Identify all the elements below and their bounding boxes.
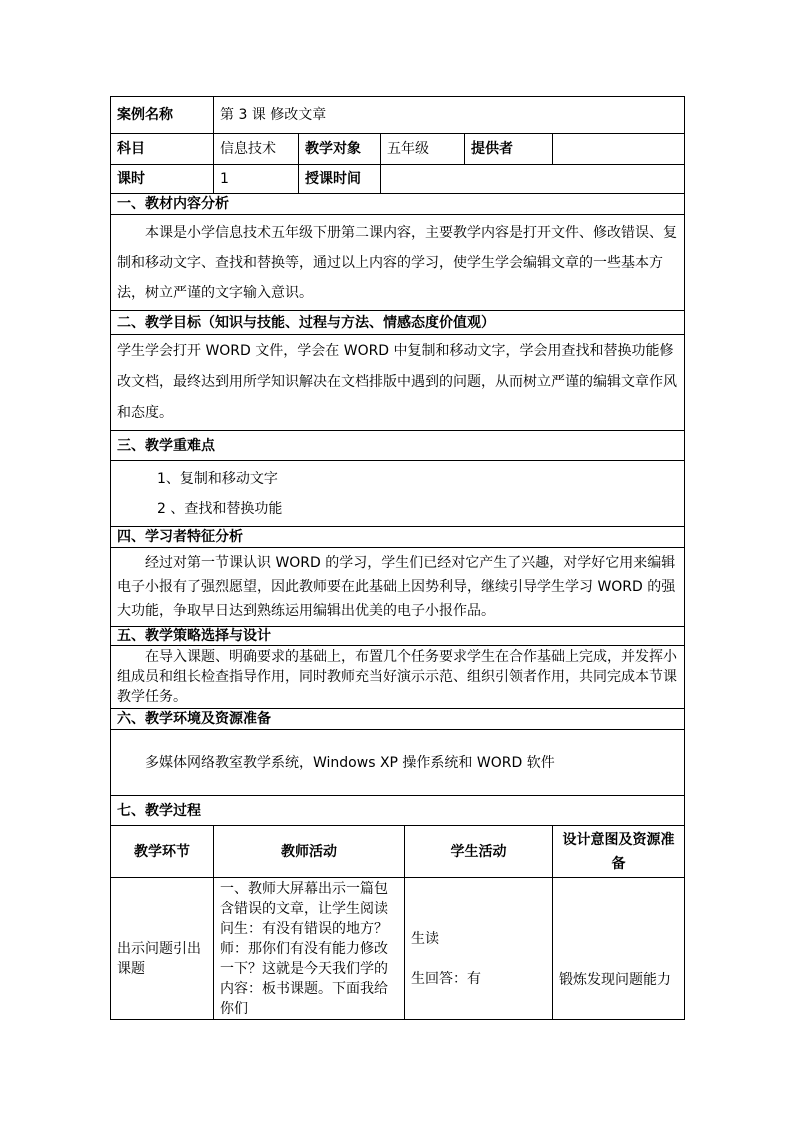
section-7-title: 七、教学过程	[111, 796, 685, 826]
col-header-stage: 教学环节	[111, 826, 214, 878]
process-teacher: 一、教师大屏幕出示一篇包含错误的文章，让学生阅读问生：有没有错误的地方？师：那你们有没有能力修改一下？这就是今天我们学的内容：板书课题。下面我给你们	[214, 878, 405, 1020]
hours-label: 课时	[111, 165, 214, 194]
section-2-body	[111, 335, 685, 431]
key-point-2: 2 、查找和替换功能	[157, 500, 283, 517]
section-5-title: 五、教学策略选择与设计	[111, 627, 685, 646]
section-3-body	[111, 461, 685, 527]
subject-label: 科目	[111, 134, 214, 165]
section-1-title: 一、教材内容分析	[111, 194, 685, 215]
hours-value: 1	[214, 165, 299, 194]
section-3-title: 三、教学重难点	[111, 431, 685, 461]
time-label: 授课时间	[299, 165, 381, 194]
case-name-value: 第 3 课 修改文章	[214, 97, 685, 134]
section-5-body: 在导入课题、明确要求的基础上，布置几个任务要求学生在合作基础上完成，并发挥小组成员和组长检查指导作用，同时教师充当好演示示范、组织引领者作用，共同完成本节课教学任务。	[111, 646, 685, 709]
case-name-label: 案例名称	[111, 97, 214, 134]
subject-value: 信息技术	[214, 134, 299, 165]
process-design: 锻炼发现问题能力	[553, 878, 685, 1020]
process-stage: 出示问题引出课题	[111, 878, 214, 1020]
process-student	[405, 878, 553, 1020]
key-point-1: 1、复制和移动文字	[157, 470, 278, 487]
section-6-title: 六、教学环境及资源准备	[111, 709, 685, 730]
section-1-body: 本课是小学信息技术五年级下册第二课内容，主要教学内容是打开文件、修改错误、复制和移动文字、查找和替换等，通过以上内容的学习，使学生学会编辑文章的一些基本方法，树立严谨的文字输入意识。	[111, 215, 685, 311]
section-2-text: 学生学会打开 WORD 文件，学会在 WORD 中复制和移动文字，学会用查找和替换功能修改文档，最终达到用所学知识解决在文档排版中遇到的问题，从而树立严谨的编辑文章作风和态度。	[117, 343, 677, 421]
student-activity-2: 生回答：有	[411, 970, 481, 987]
audience-label: 教学对象	[299, 134, 381, 165]
section-4-body: 经过对第一节课认识 WORD 的学习，学生们已经对它产生了兴趣，对学好它用来编辑电子小报有了强烈愿望，因此教师要在此基础上因势利导，继续引导学生学习 WORD 的强大功能，争取早日达到熟练运用编辑出优美的电子小报作品。	[111, 548, 685, 627]
col-header-student: 学生活动	[405, 826, 553, 878]
section-2-title: 二、教学目标（知识与技能、过程与方法、情感态度价值观）	[111, 311, 685, 335]
provider-value	[553, 134, 685, 165]
student-activity-1: 生读	[411, 930, 439, 947]
col-header-design: 设计意图及资源准备	[553, 826, 685, 878]
section-4-title: 四、学习者特征分析	[111, 527, 685, 548]
lesson-plan-table	[110, 96, 685, 1020]
section-6-body: 多媒体网络教室教学系统，Windows XP 操作系统和 WORD 软件	[111, 730, 685, 796]
audience-value: 五年级	[381, 134, 465, 165]
provider-label: 提供者	[465, 134, 553, 165]
col-header-teacher: 教师活动	[214, 826, 405, 878]
time-value	[381, 165, 685, 194]
